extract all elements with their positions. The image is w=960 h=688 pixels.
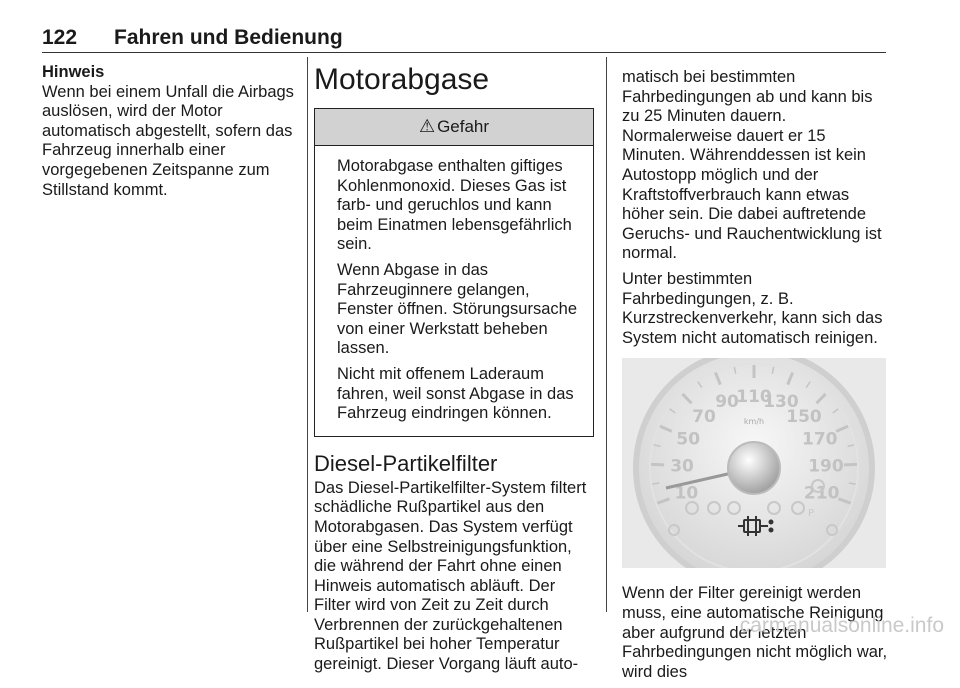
gauge-label: 90 bbox=[715, 393, 739, 413]
gauge-label: 10 bbox=[675, 484, 699, 504]
danger-label: Gefahr bbox=[437, 117, 489, 137]
exhaust-column bbox=[314, 63, 594, 675]
danger-paragraph: Motorabgase enthalten giftiges Kohlenmonoxid. Dieses Gas ist farb- und geruchlos und kann beim Einatmen lebensgefährlich sein. bbox=[337, 157, 583, 255]
parking-lamp-label: P bbox=[808, 508, 814, 519]
page-header bbox=[42, 26, 886, 53]
dpf-heading: Diesel-Partikelfilter bbox=[314, 451, 594, 477]
gauge-label: 190 bbox=[808, 457, 844, 477]
danger-paragraph: Nicht mit offenem Laderaum fahren, weil sonst Abgase in das Fahrzeug eindringen können. bbox=[337, 365, 583, 424]
gauge-hub bbox=[728, 442, 780, 494]
gauge-label: 50 bbox=[676, 430, 700, 450]
gauge-label: 30 bbox=[670, 457, 694, 477]
section-title: Fahren und Bedienung bbox=[114, 26, 343, 50]
gauge-label: 150 bbox=[786, 408, 822, 428]
note-text: Wenn bei einem Unfall die Airbags auslösen, wird der Motor automatisch abgestellt, sofern das Fahrzeug innerhalb einer vorgegebenen Zeitspanne zum Stillstand kommt. bbox=[42, 83, 297, 201]
gauge-label: 110 bbox=[736, 387, 772, 407]
dpf-cleaning-text: Wenn der Filter gereinigt werden muss, eine automatische Reinigung aber aufgrund der letzten Fahrbedingungen nicht möglich war, wird dies bbox=[622, 584, 888, 682]
note-title: Hinweis bbox=[42, 63, 297, 83]
speedometer-illustration bbox=[622, 358, 886, 568]
danger-box bbox=[314, 108, 594, 437]
dpf-continued-text: matisch bei bestimmten Fahrbedingungen ab und kann bis zu 25 Minuten dauern. Normalerweise dauert er 15 Minuten. Währenddessen ist kein Autostopp möglich und der Kraftstoffverbrauch kann etwas höher sein. Die dabei auftretende Geruchs- und Rauchentwicklung ist normal. bbox=[622, 68, 888, 264]
gauge-label: 210 bbox=[804, 484, 840, 504]
warning-triangle-icon: ⚠ bbox=[419, 117, 435, 137]
exhaust-heading: Motorabgase bbox=[314, 63, 594, 97]
danger-paragraph: Wenn Abgase in das Fahrzeuginnere gelangen, Fenster öffnen. Störungsursache von einer Werkstatt beheben lassen. bbox=[337, 261, 583, 359]
dpf-conditions-text: Unter bestimmten Fahrbedingungen, z. B. Kurzstreckenverkehr, kann sich das System nicht automatisch reinigen. bbox=[622, 270, 888, 348]
watermark: carmanualsonline.info bbox=[740, 614, 944, 638]
gauge-label: 130 bbox=[763, 393, 799, 413]
page-number: 122 bbox=[42, 26, 77, 50]
danger-body bbox=[315, 146, 593, 436]
column-divider bbox=[307, 57, 308, 612]
gauge-label: 70 bbox=[692, 408, 716, 428]
column-divider bbox=[606, 57, 607, 612]
gauge-label: 170 bbox=[802, 430, 838, 450]
danger-header bbox=[315, 109, 593, 146]
gauge-unit: km/h bbox=[744, 417, 764, 426]
dpf-intro-text: Das Diesel-Partikelfilter-System filtert schädliche Rußpartikel aus den Motorabgasen. Das System verfügt über eine Selbstreinigungsfunktion, die während der Fahrt ohne einen Hinweis automatisch abläuft. Der Filter wird von Zeit zu Zeit durch Verbrennen der zurückgehaltenen Rußpartikel bei hoher Temperatur gereinigt. Dieser Vorgang läuft auto- bbox=[314, 479, 594, 675]
note-column bbox=[42, 63, 297, 200]
dpf-column bbox=[622, 68, 888, 688]
